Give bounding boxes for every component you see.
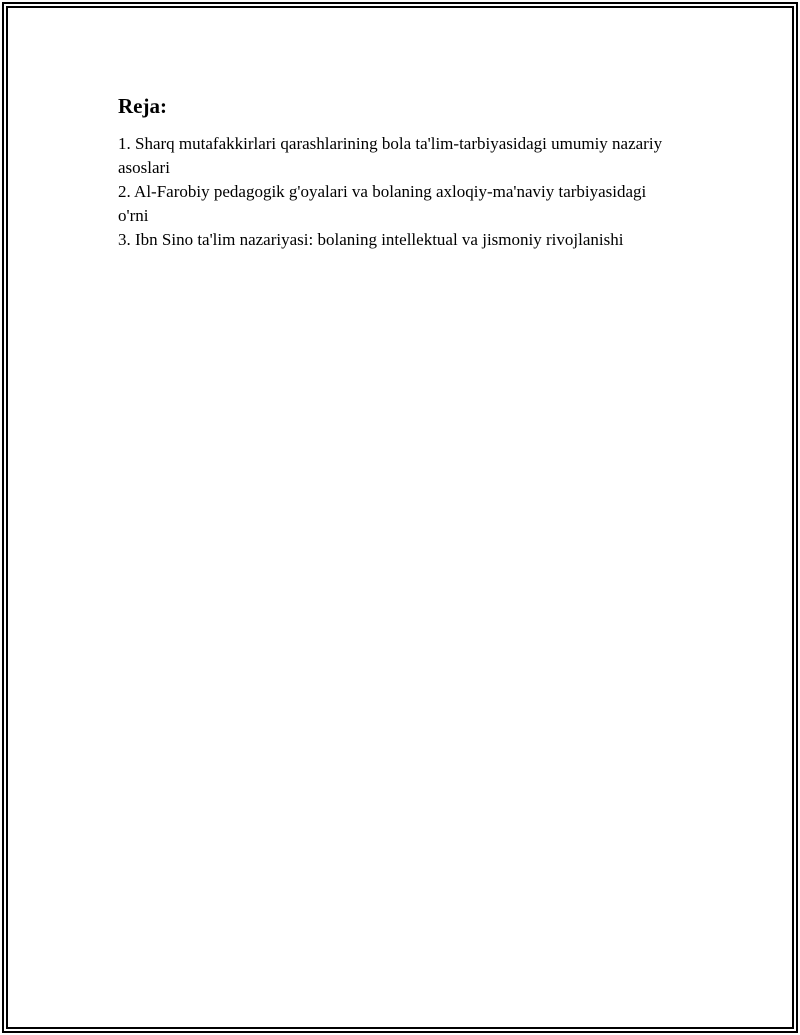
plan-heading: Reja: bbox=[118, 94, 167, 118]
plan-item-2: 2. Al-Farobiy pedagogik g'oyalari va bolaning axloqiy-ma'naviy tarbiyasidagi o'rni bbox=[118, 182, 647, 225]
plan-item-1: 1. Sharq mutafakkirlari qarashlarining bola ta'lim-tarbiyasidagi umumiy nazariy asoslari bbox=[118, 134, 663, 177]
plan-list bbox=[118, 132, 678, 252]
page-content bbox=[118, 92, 678, 252]
plan-item-3: 3. Ibn Sino ta'lim nazariyasi: bolaning intellektual va jismoniy rivojlanishi bbox=[118, 230, 624, 249]
